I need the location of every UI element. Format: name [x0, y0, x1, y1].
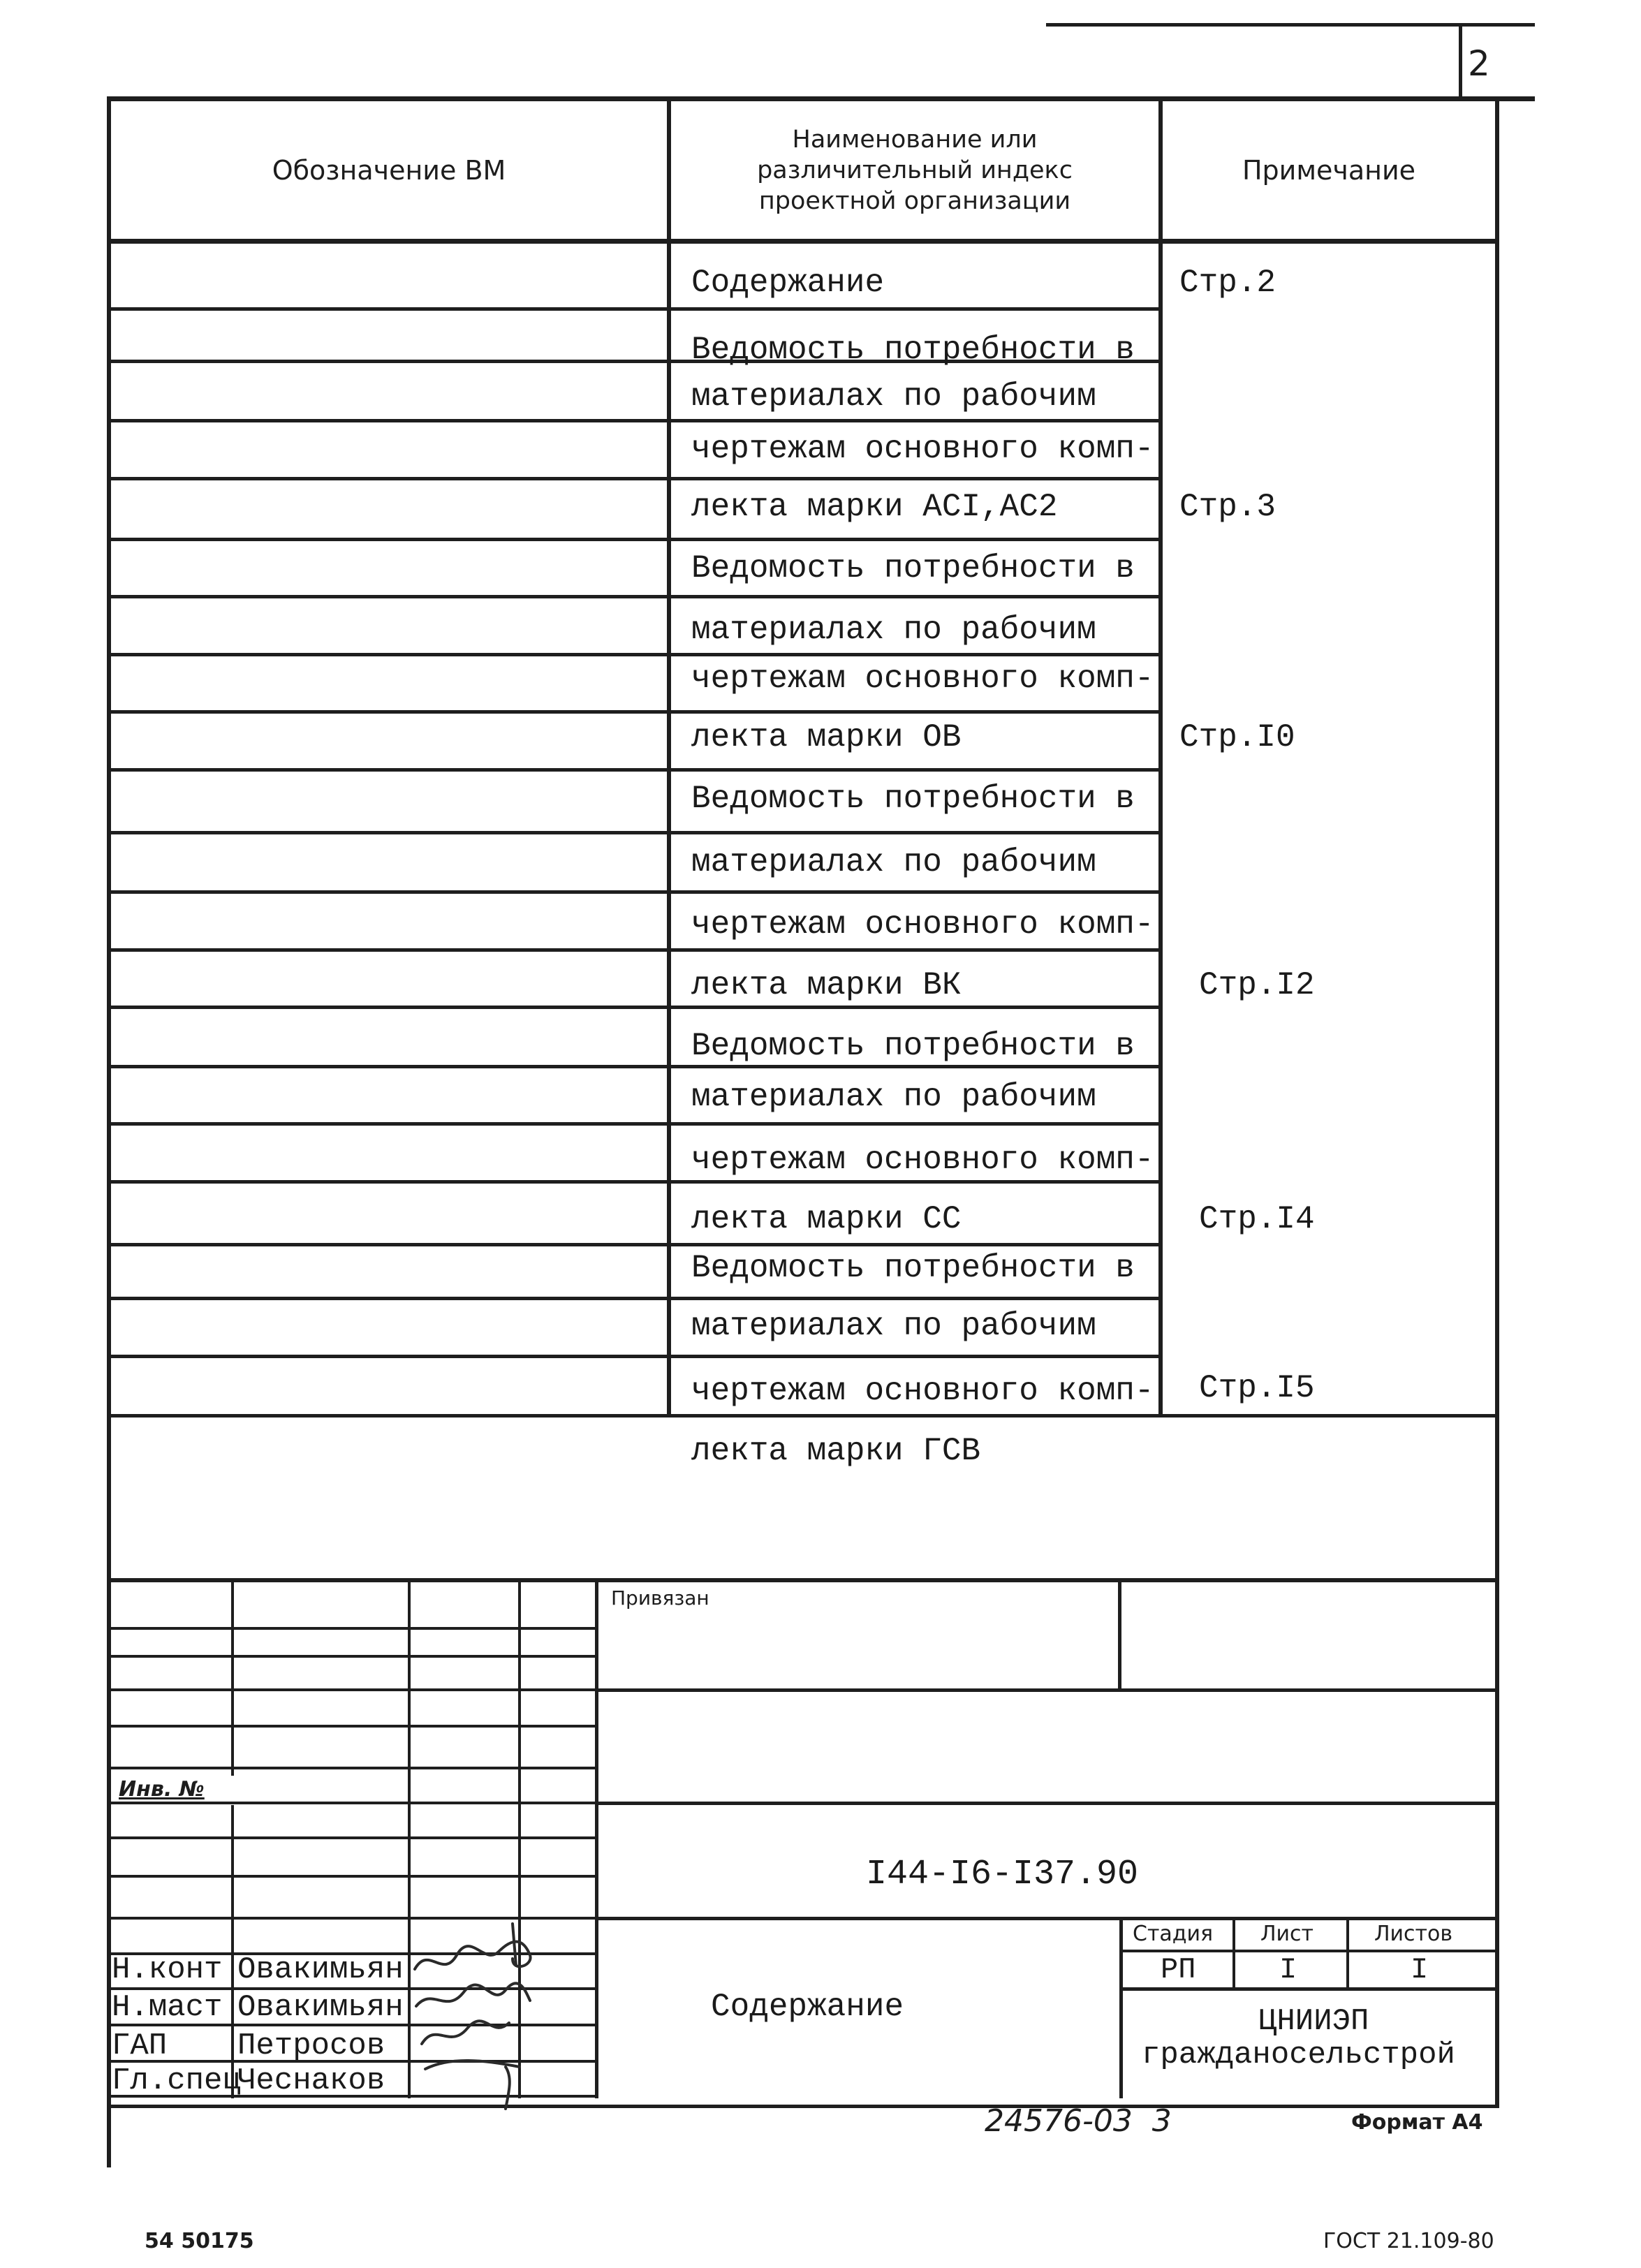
signature-grid-rule — [107, 1767, 598, 1769]
note-cell: Стр.I4 — [1199, 1201, 1315, 1237]
tb-rule-3 — [595, 1917, 1499, 1920]
table-row-rule — [107, 768, 1163, 772]
table-last-row-rule — [107, 1414, 1499, 1418]
note-cell: Стр.2 — [1179, 265, 1276, 301]
left-code: 54 50175 — [145, 2229, 254, 2253]
signature-role: ГАП — [112, 2028, 168, 2063]
frame-top — [107, 96, 1535, 101]
org-line-2: гражданосельстрой — [1142, 2038, 1455, 2072]
name-line: материалах по рабочим — [691, 1308, 1096, 1344]
table-row-rule — [107, 890, 1163, 894]
name-line: Ведомость потребности в — [691, 781, 1135, 817]
signature-grid-rule — [107, 1688, 598, 1691]
name-line: Ведомость потребности в — [691, 1250, 1135, 1286]
note-cell: Стр.3 — [1179, 489, 1276, 525]
stage-label: Стадия — [1133, 1922, 1214, 1946]
page-number-left-rule — [1459, 23, 1462, 96]
header-name: Наименование или различительный индекс проектной организации — [757, 125, 1073, 215]
signature-grid-rule — [107, 1725, 598, 1728]
signature-grid-rule — [107, 1627, 598, 1630]
sig-col-1b — [231, 1805, 234, 2098]
table-row-rule — [107, 419, 1163, 422]
name-line: Содержание — [691, 265, 885, 301]
name-line: чертежам основного комп- — [691, 1142, 1154, 1178]
signature-name: Чеснаков — [237, 2063, 385, 2098]
table-row-rule — [107, 1065, 1163, 1068]
sheet-label: Лист — [1260, 1922, 1314, 1946]
document-title: Содержание — [711, 1989, 904, 2025]
note-cell: Стр.I2 — [1199, 967, 1315, 1003]
name-line: материалах по рабочим — [691, 1079, 1096, 1115]
note-cell: Стр.I0 — [1179, 719, 1295, 756]
table-row-rule — [107, 710, 1163, 714]
signature-name: Петросов — [237, 2028, 385, 2063]
frame-left — [107, 96, 111, 2167]
inventory-label: Инв. № — [119, 1777, 205, 1802]
name-line: лекта марки АСI,АС2 — [691, 489, 1058, 525]
name-line: лекта марки ОВ — [691, 719, 962, 756]
handwritten-signatures — [408, 1917, 547, 2126]
title-block-top-rule — [107, 1578, 1499, 1582]
name-line: чертежам основного комп- — [691, 906, 1154, 943]
table-row-rule — [107, 1243, 1163, 1246]
header-designation: Обозначение ВМ — [272, 154, 506, 186]
header-note: Примечание — [1242, 154, 1416, 186]
header-bottom-rule — [107, 239, 1499, 244]
col-divider-1 — [667, 96, 671, 1418]
sig-col-1 — [231, 1578, 234, 1776]
frame-bottom — [107, 2105, 1499, 2108]
table-row-rule — [107, 1355, 1163, 1358]
privyazan-divider — [1118, 1578, 1121, 1690]
table-row-rule — [107, 307, 1163, 311]
signature-grid-rule — [107, 1836, 598, 1839]
sheets-label: Листов — [1374, 1922, 1453, 1946]
privyazan-label: Привязан — [611, 1586, 709, 1610]
signature-name: Овакимьян — [237, 1952, 404, 1987]
org-line-1: ЦНИИЭП — [1258, 2004, 1369, 2039]
stage-value: РП — [1161, 1953, 1196, 1987]
table-row-rule — [107, 831, 1163, 834]
stage-col-2 — [1346, 1917, 1349, 1990]
table-row-rule — [107, 477, 1163, 480]
name-line: лекта марки ВК — [691, 967, 962, 1003]
note-cell: Стр.I5 — [1199, 1370, 1315, 1406]
name-line: Ведомость потребности в — [691, 332, 1135, 368]
name-line: Ведомость потребности в — [691, 1028, 1135, 1064]
stage-row-2 — [1119, 1987, 1499, 1991]
col-divider-2 — [1158, 96, 1163, 1418]
stage-row-1 — [1119, 1950, 1499, 1952]
table-row-rule — [107, 1180, 1163, 1184]
sheet-value: I — [1279, 1953, 1297, 1987]
handwritten-number: 24576-03 3 — [985, 2103, 1172, 2139]
signature-grid-rule — [107, 1875, 598, 1878]
gost-label: ГОСТ 21.109-80 — [1323, 2229, 1494, 2253]
tb-rule-1 — [595, 1688, 1499, 1692]
table-row-rule — [107, 1006, 1163, 1009]
table-row-rule — [107, 653, 1163, 656]
signature-role: Гл.спец — [112, 2063, 241, 2098]
name-line: материалах по рабочим — [691, 378, 1096, 415]
tb-rule-2 — [595, 1802, 1499, 1805]
title-divider — [1119, 1917, 1123, 2098]
table-row-rule — [107, 1297, 1163, 1300]
signature-grid-rule — [107, 1802, 598, 1804]
signature-name: Овакимьян — [237, 1990, 404, 2025]
stage-col-1 — [1232, 1917, 1235, 1990]
format-label: Формат А4 — [1351, 2110, 1483, 2135]
signature-grid-rule — [107, 1655, 598, 1658]
table-row-rule — [107, 538, 1163, 541]
table-row-rule — [107, 595, 1163, 598]
document-code: I44-I6-I37.90 — [866, 1855, 1139, 1894]
name-line: материалах по рабочим — [691, 612, 1096, 648]
table-row-rule — [107, 1122, 1163, 1126]
sheets-value: I — [1411, 1953, 1429, 1987]
table-row-rule — [107, 948, 1163, 952]
name-line: лекта марки СС — [691, 1201, 962, 1237]
page-number: 2 — [1468, 43, 1490, 84]
name-line: чертежам основного комп- — [691, 1373, 1154, 1409]
name-line: материалах по рабочим — [691, 844, 1096, 881]
signature-role: Н.конт — [112, 1952, 223, 1987]
name-line: лекта марки ГСВ — [691, 1433, 981, 1469]
frame-right — [1495, 96, 1499, 2107]
name-line: чертежам основного комп- — [691, 431, 1154, 467]
signature-role: Н.маст — [112, 1990, 223, 2025]
name-line: чертежам основного комп- — [691, 661, 1154, 697]
name-line: Ведомость потребности в — [691, 550, 1135, 587]
